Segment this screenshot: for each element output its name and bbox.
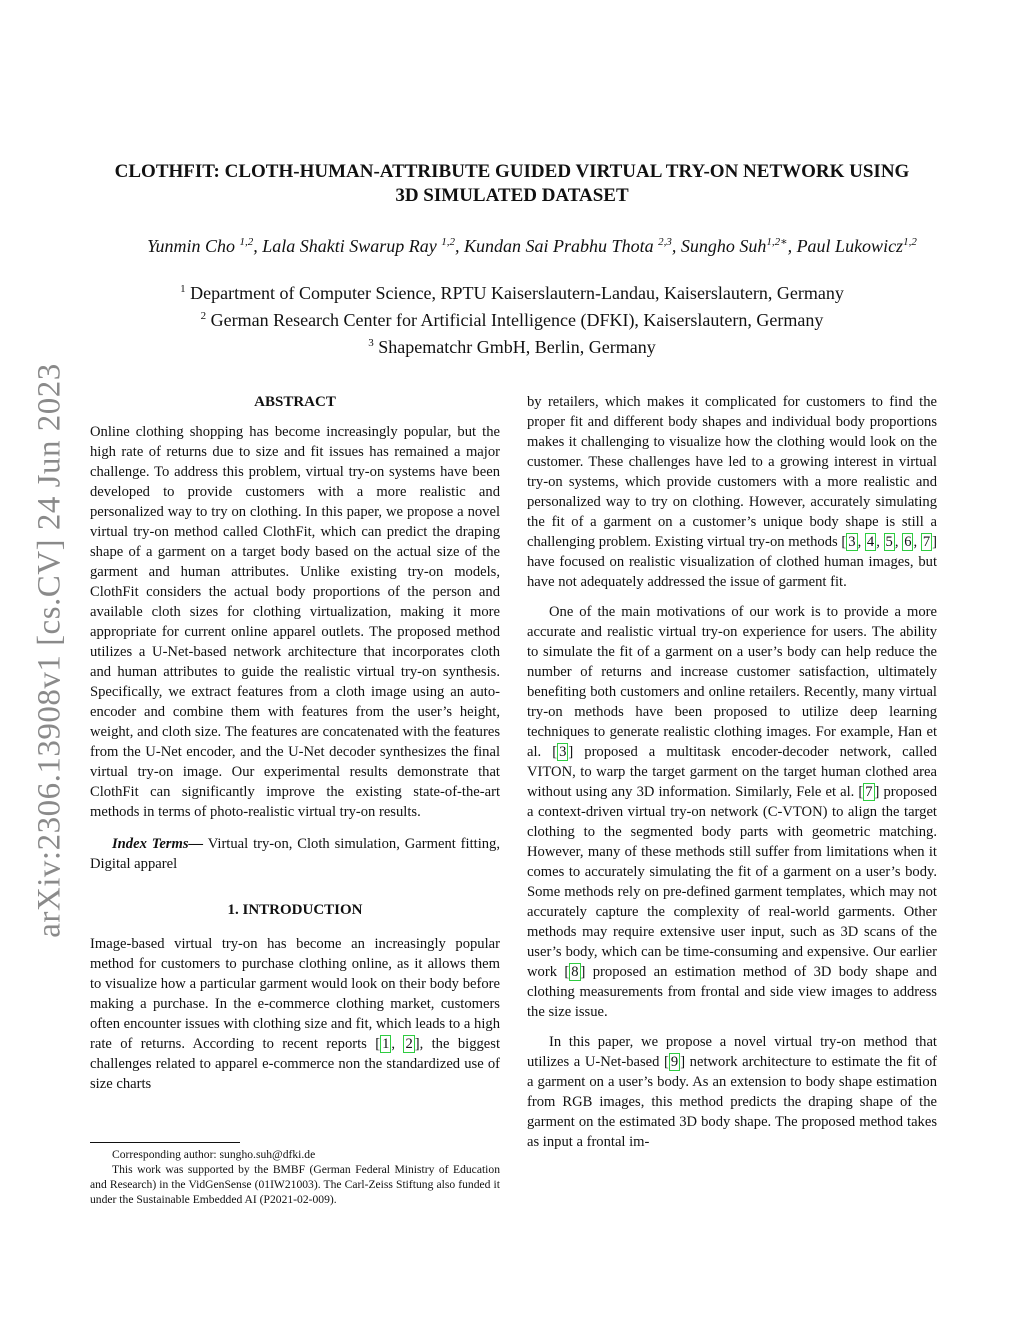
affiliation-mark: 1 — [180, 283, 186, 295]
introduction-heading: 1. INTRODUCTION — [227, 902, 363, 918]
paragraph-text: Image-based virtual try-on has become an increasingly popular method for customers to purchase clothing online, as it allows them to visualize how a particular garment would look on their body before making a purchase. In the e-commerce clothing market, customers often encounter issues with clothing size and fit, which leads to a high rate of returns. According to recent reports [ — [90, 936, 500, 1052]
index-terms-label: Index Terms— — [112, 836, 204, 852]
left-column — [90, 392, 500, 1094]
footnote-corresponding-author: Corresponding author: sungho.suh@dfki.de — [112, 1148, 316, 1161]
index-terms — [90, 834, 500, 874]
affiliation-text: German Research Center for Artificial Intelligence (DFKI), Kaiserslautern, Germany — [210, 310, 824, 330]
paragraph-text: One of the main motivations of our work is to provide a more accurate and realistic virtual try-on experience for users. The ability to simulate the fit of a garment on a user’s body can help reduce the number of returns and increase customer satisfaction, ultimately benefiting both customers and online retailers. Recently, many virtual try-on methods have been proposed to utilize deep learning techniques to generate realistic clothing images. For example, Han et al. [ — [527, 604, 937, 760]
abstract-text: Online clothing shopping has become increasingly popular, but the high rate of returns due to size and fit issues has remained a major challenge. To address this problem, virtual try-on systems have been developed to provide customers with a more realistic and personalized way to try on clothing. In this paper, we propose a novel virtual try-on method called ClothFit, which can predict the draping shape of a garment on a target body based on the actual size of the garment and human attributes. Unlike existing try-on models, ClothFit considers the actual body proportions of the person and available cloth sizes for clothing virtualization, making it more appropriate for current online apparel outlets. The proposed method utilizes a U-Net-based network architecture that incorporates cloth and human attributes to guide the realistic virtual try-on synthesis. Specifically, we extract features from a cloth image using an auto-encoder and combine them with features from the user’s height, weight, and cloth size. The features are concatenated with the features from the U-Net encoder, and the U-Net decoder synthesizes the final virtual try-on image. Our experimental results demonstrate that ClothFit can significantly improve the existing state-of-the-art methods in terms of photo-realistic virtual try-on results. — [90, 424, 500, 820]
author-name: Yunmin Cho — [147, 236, 236, 256]
paragraph-text: , — [391, 1036, 404, 1052]
paragraph-text: ] proposed an estimation method of 3D body shape and clothing measurements from frontal and side view images to address the size issue. — [527, 964, 937, 1020]
author-affil-mark: 1,2 — [903, 236, 917, 248]
affiliation — [80, 278, 944, 305]
author-affil-mark: 1,2∗ — [766, 236, 788, 248]
paragraph-text: ], the biggest challenges related to apparel e-commerce non the standardized use of size charts — [90, 1036, 501, 1092]
citation-link[interactable]: 6 — [904, 534, 912, 550]
author-affil-mark: 2,3 — [658, 236, 672, 248]
paper-title-line-1: CLOTHFIT: CLOTH-HUMAN-ATTRIBUTE GUIDED VIRTUAL TRY-ON NETWORK USING — [114, 161, 910, 182]
paragraph-text: ] proposed a context-driven virtual try-on network (C-VTON) to align the target clothing to the segmented body parts with geometric matching. However, many of these methods still suffer from limitations when it comes to accurately simulating the fit of a garment on a user’s body. Some methods rely on pre-defined garment templates, which may not accurately capture the complexity of real-world garments. Other methods may require extensive user input, such as 3D scans of the user’s body, which can be time-consuming and expensive. Our earlier work [ — [527, 784, 938, 980]
arxiv-identifier-text: arXiv:2306.13908v1 [cs.CV] 24 Jun 2023 — [31, 362, 68, 938]
author-name: Kundan Sai Prabhu Thota — [464, 236, 654, 256]
author-list: Yunmin Cho $^{1,2}$, Lala Shakti Swarup Ray $^{1,2}$, Kundan Sai Prabhu Thota $^{2,3}$, Sungho Suh$^{1,2∗}$, Paul Lukowicz$^{1,2}$ — [147, 236, 917, 256]
right-column — [527, 392, 937, 1152]
citation-link[interactable]: 2 — [405, 1036, 413, 1052]
author-affil-mark: 1,2 — [239, 236, 254, 248]
index-terms-text: Virtual try-on, Cloth simulation, Garment fitting, Digital apparel — [90, 836, 500, 872]
citation-link[interactable]: 3 — [559, 744, 567, 760]
affiliation-mark: 2 — [200, 310, 207, 322]
paragraph-text: In this paper, we propose a novel virtual try-on method that utilizes a U-Net-based [ — [527, 1034, 937, 1070]
citation-link[interactable]: 8 — [571, 964, 579, 980]
paragraph-text: ] network architecture to estimate the fit of a garment on a user’s body. As an extension to body shape estimation from RGB images, this method predicts the draping shape of the garment on the estimated 3D body shape. The proposed method takes as input a frontal im- — [527, 1054, 937, 1150]
citation-link[interactable]: 1 — [382, 1036, 390, 1052]
intro-paragraph-4 — [527, 1032, 937, 1152]
footnotes — [90, 1142, 500, 1207]
citation-link[interactable]: 7 — [922, 534, 931, 550]
author-affil-mark: 1,2 — [441, 236, 456, 248]
author-name: Sungho Suh — [680, 236, 767, 256]
paragraph-text: ] have focused on realistic visualization of clothed human images, but have not adequately addressed the issue of garment fit. — [527, 534, 937, 590]
abstract-heading: ABSTRACT — [254, 394, 336, 410]
affiliation-mark: 3 — [368, 337, 374, 349]
affiliation-list — [80, 278, 944, 359]
intro-paragraph-1 — [90, 934, 500, 1094]
author-name: Lala Shakti Swarup Ray — [262, 236, 437, 256]
affiliation — [80, 332, 944, 359]
arxiv-identifier — [28, 360, 72, 940]
citation-link[interactable]: 5 — [885, 534, 893, 550]
intro-paragraph-2: by retailers, which makes it complicated for customers to find the proper fit and different body shapes and individual body proportions makes it challenging to visualize how the clothing would look on the customer. These challenges have led to a growing interest in virtual try-on systems, which provide customers with a more realistic and personalized way to try on clothing. However, accurately simulating the fit of a garment on a customer’s unique body shape is still a challenging problem. Existing virtual try-on methods [ 3 , 4 , 5 , 6 , 7 ] have focused on realistic visualization of clothed human images, but have not adequately addressed the issue of garment fit. — [527, 394, 937, 590]
paper-title-line-2: 3D SIMULATED DATASET — [395, 185, 629, 206]
author-name: Paul Lukowicz — [796, 236, 904, 256]
paragraph-text: by retailers, which makes it complicated for customers to find the proper fit and different body shapes and individual body proportions makes it challenging to visualize how the clothing would look on the customer. These challenges have led to a growing interest in virtual try-on systems, which provide customers with a more realistic and personalized way to try on clothing. However, accurately simulating the fit of a garment on a customer’s unique body shape is still a challenging problem. Existing virtual try-on methods [ — [527, 394, 937, 550]
intro-paragraph-3 — [527, 602, 937, 1022]
affiliation-text: Department of Computer Science, RPTU Kaiserslautern-Landau, Kaiserslautern, Germany — [190, 283, 844, 303]
citation-link[interactable]: 3 — [848, 534, 856, 550]
paper-title — [80, 160, 944, 208]
footnote-divider — [90, 1142, 240, 1143]
affiliation — [80, 305, 944, 332]
paragraph-text: ] proposed a multitask encoder-decoder network, called VITON, to warp the target garment on the target human clothed area without using any 3D information. Similarly, Fele et al. [ — [527, 744, 937, 800]
citation-link[interactable]: 9 — [670, 1054, 679, 1070]
citation-link[interactable]: 4 — [866, 534, 875, 550]
citation-link[interactable]: 7 — [865, 784, 873, 800]
footnote-funding: This work was supported by the BMBF (German Federal Ministry of Education and Research) in the VidGenSense (01IW21003). The Carl-Zeiss Stiftung also funded it under the Sustainable Embedded AI (P2021-02-009). — [90, 1163, 500, 1206]
affiliation-text: Shapematchr GmbH, Berlin, Germany — [378, 337, 656, 357]
